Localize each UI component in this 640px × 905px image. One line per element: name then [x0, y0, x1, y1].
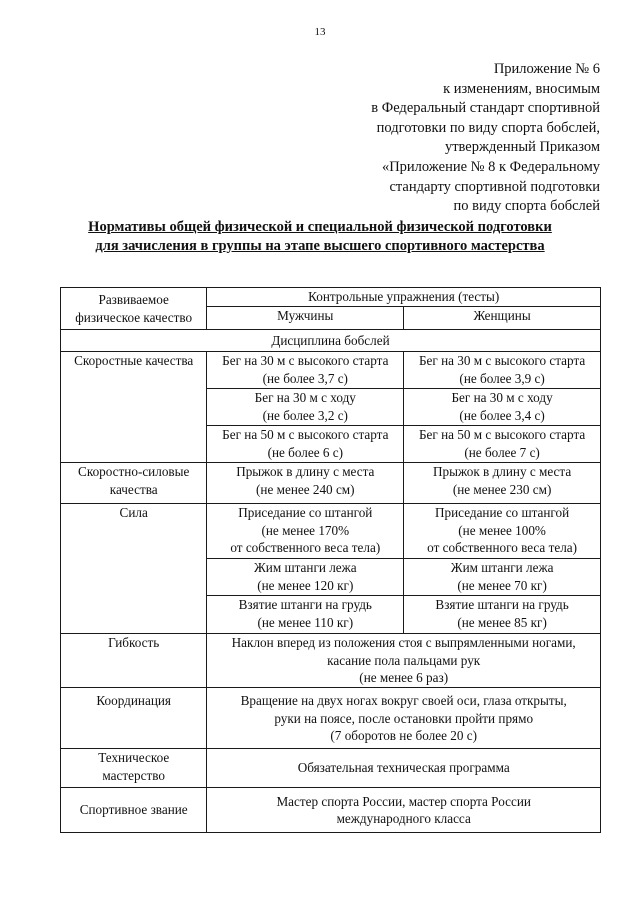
appendix-line: подготовки по виду спорта бобслей,: [376, 119, 600, 136]
technical-cell: Обязательная техническая программа: [207, 749, 601, 788]
women-test: Взятие штанги на грудь: [435, 597, 569, 612]
table-row: [61, 749, 601, 788]
men-test: Взятие штанги на грудь: [238, 597, 372, 612]
strength-label: Сила: [61, 504, 207, 634]
women-norm: (не более 3,9 с): [459, 370, 545, 386]
table-header-row: [61, 288, 601, 307]
women-cell: [404, 426, 601, 463]
men-norm: от собственного веса тела): [230, 540, 381, 555]
appendix-line: стандарту спортивной подготовки: [389, 178, 600, 195]
header-quality-line: Развиваемое: [98, 292, 169, 307]
men-norm: (не менее 110 кг): [257, 614, 354, 630]
men-norm: (не более 6 с): [267, 444, 344, 460]
women-cell: [404, 596, 601, 634]
technical-label: [61, 749, 207, 788]
women-cell: [404, 352, 601, 389]
women-cell: [404, 559, 601, 596]
women-norm: (не менее 85 кг): [457, 614, 547, 630]
table-row: [61, 634, 601, 688]
sport-title-line: Мастер спорта России, мастер спорта России: [276, 793, 531, 809]
men-test: Бег на 30 м с высокого старта: [222, 353, 389, 368]
header-women: Женщины: [404, 307, 601, 330]
appendix-line: к изменениям, вносимым: [443, 80, 600, 97]
men-norm: (не менее 240 см): [256, 481, 355, 497]
women-test: Бег на 30 м с высокого старта: [418, 353, 586, 368]
header-men: Мужчины: [207, 307, 404, 330]
men-test: Приседание со штангой: [238, 505, 373, 520]
women-test: Жим штанги лежа: [450, 560, 554, 575]
women-norm: (не менее 70 кг): [457, 577, 547, 593]
speed-strength-label-line: Скоростно-силовые: [78, 464, 190, 479]
appendix-header: [280, 60, 600, 217]
table-row: [61, 463, 601, 504]
header-quality: [61, 288, 207, 330]
women-test: Бег на 50 м с высокого старта: [418, 427, 586, 442]
women-norm: от собственного веса тела): [427, 540, 578, 555]
women-cell: [404, 389, 601, 426]
sport-title-cell: [207, 788, 601, 833]
flexibility-line: Наклон вперед из положения стоя с выпрямленными ногами,: [231, 635, 576, 650]
discipline-cell: Дисциплина бобслей: [61, 330, 601, 352]
men-cell: [207, 504, 404, 559]
technical-label-line: мастерство: [102, 767, 165, 783]
men-test: Бег на 50 м с высокого старта: [222, 427, 389, 442]
speed-label: Скоростные качества: [61, 352, 207, 463]
sport-title-label: Спортивное звание: [61, 788, 207, 833]
header-tests: Контрольные упражнения (тесты): [207, 288, 601, 307]
speed-strength-label: [61, 463, 207, 504]
title-line-1: Нормативы общей физической и специальной физической подготовки: [88, 219, 552, 235]
women-test: Приседание со штангой: [435, 505, 570, 520]
header-quality-line: физическое качество: [75, 309, 193, 325]
coordination-line: Вращение на двух ногах вокруг своей оси, глаза открыты,: [240, 693, 567, 708]
appendix-line: Приложение № 6: [493, 61, 600, 77]
men-test: Жим штанги лежа: [253, 560, 357, 575]
coordination-line: руки на поясе, после остановки пройти прямо: [274, 710, 534, 726]
men-cell: [207, 559, 404, 596]
men-cell: [207, 426, 404, 463]
women-norm: (не более 3,4 с): [459, 407, 545, 423]
title-line-2: для зачисления в группы на этапе высшего спортивного мастерства: [95, 238, 545, 254]
normatives-table: [60, 287, 601, 833]
women-norm: (не более 7 с): [464, 444, 540, 460]
men-cell: [207, 463, 404, 504]
document-title: [0, 218, 640, 256]
table-row: [61, 788, 601, 833]
page-number: 13: [314, 26, 326, 38]
speed-strength-label-line: качества: [109, 481, 158, 497]
women-norm: (не менее 230 см): [452, 481, 552, 497]
appendix-line: по виду спорта бобслей: [453, 198, 600, 215]
technical-label-line: Техническое: [98, 750, 170, 765]
men-test: Прыжок в длину с места: [236, 464, 375, 479]
flexibility-line: касание пола пальцами рук: [327, 652, 481, 668]
women-cell: [404, 463, 601, 504]
table-row: [61, 352, 601, 389]
women-test: Бег на 30 м с ходу: [451, 390, 553, 405]
coordination-line: (7 оборотов не более 20 с): [330, 728, 477, 743]
table-row: [61, 688, 601, 749]
men-cell: [207, 596, 404, 634]
women-cell: [404, 504, 601, 559]
appendix-line: в Федеральный стандарт спортивной: [371, 100, 600, 117]
women-norm: (не менее 100%: [458, 522, 546, 538]
flexibility-cell: [207, 634, 601, 688]
men-norm: (не более 3,7 с): [262, 370, 348, 386]
table-row: [61, 330, 601, 352]
flexibility-label: Гибкость: [61, 634, 207, 688]
appendix-line: утвержденный Приказом: [444, 139, 600, 156]
men-norm: (не менее 170%: [261, 522, 350, 538]
coordination-cell: [207, 688, 601, 749]
men-cell: [207, 389, 404, 426]
men-test: Бег на 30 м с ходу: [254, 390, 356, 405]
men-cell: [207, 352, 404, 389]
table-row: [61, 504, 601, 559]
men-norm: (не менее 120 кг): [257, 577, 354, 593]
appendix-line: «Приложение № 8 к Федеральному: [381, 158, 600, 175]
coordination-label: Координация: [61, 688, 207, 749]
sport-title-line: международного класса: [336, 811, 471, 826]
women-test: Прыжок в длину с места: [433, 464, 572, 479]
men-norm: (не более 3,2 с): [262, 407, 348, 423]
flexibility-line: (не менее 6 раз): [359, 670, 449, 685]
